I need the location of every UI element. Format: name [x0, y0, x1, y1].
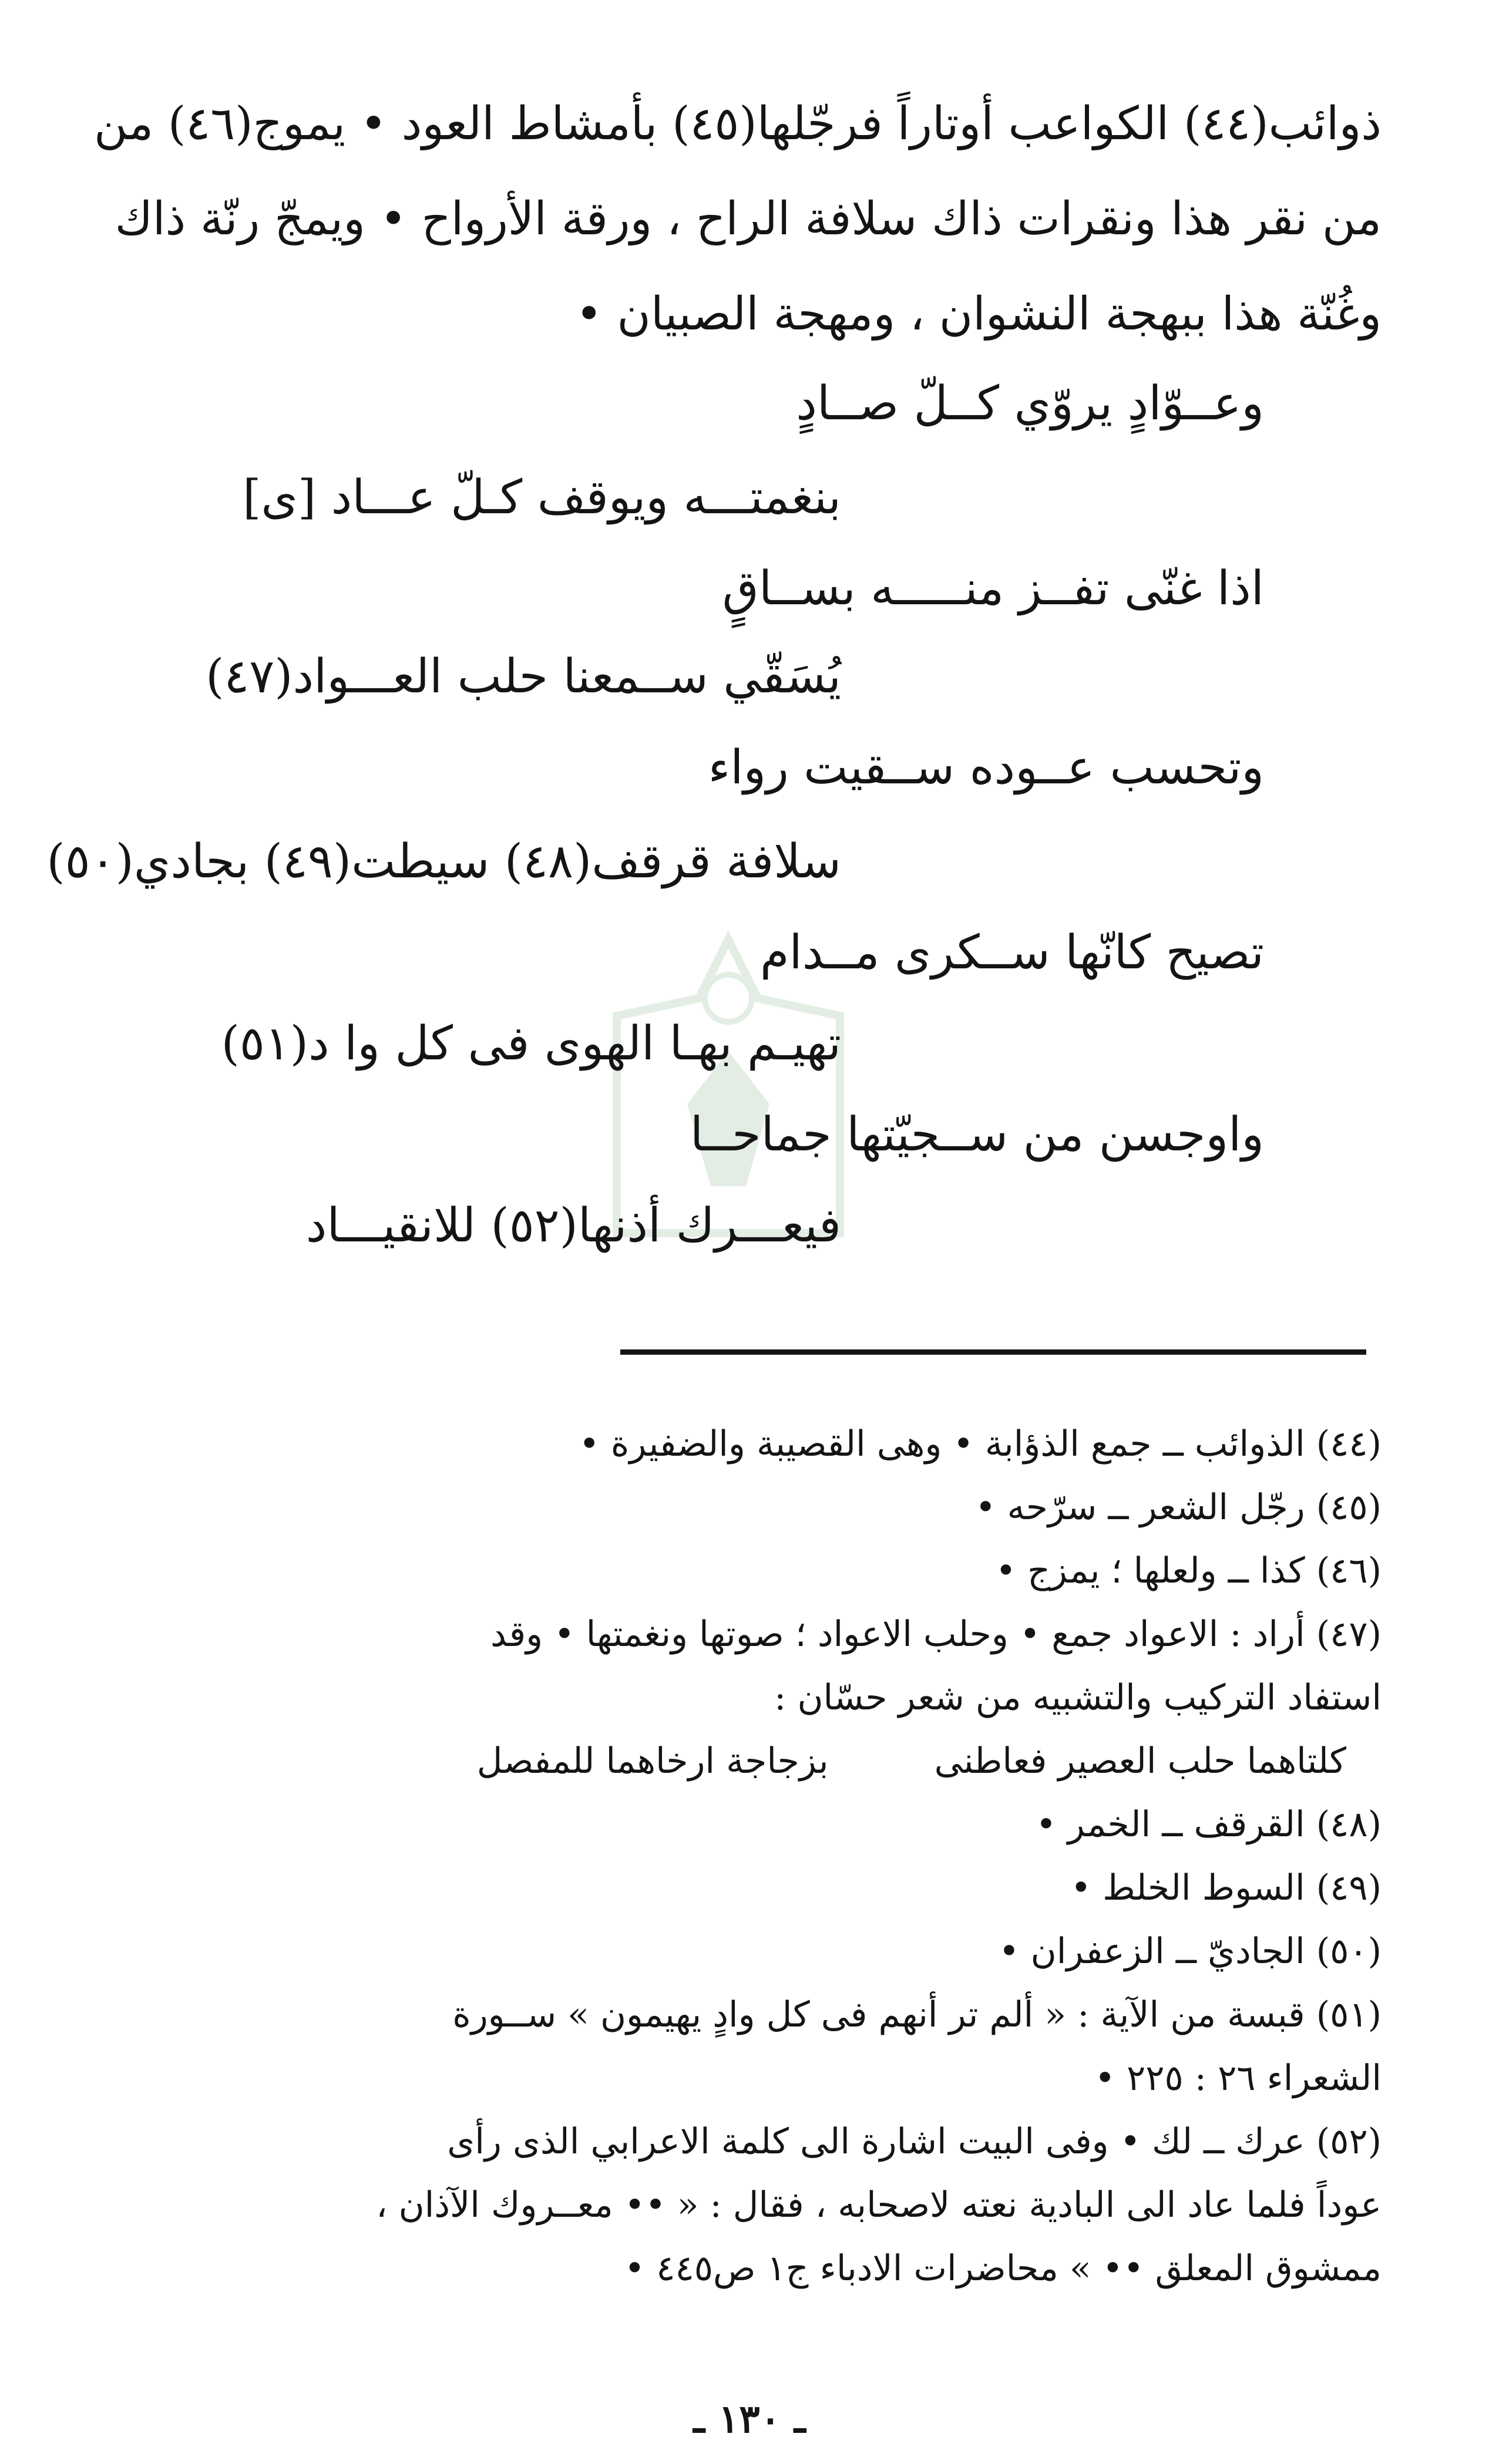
- prose-line-2: من نقر هذا ونقرات ذاك سلافة الراح ، ورقة الأرواح • ويمجّ رنّة ذاك: [115, 193, 1382, 245]
- footnote-52-continued-1: عوداً فلما عاد الى البادية نعته لاصحابه ، فقال : « •• معــروك الآذان ،: [376, 2184, 1382, 2226]
- verse-line-10: فيعـــرك أذنها(٥٢) للانقيـــاد: [305, 1198, 841, 1253]
- footnotes: [100, 1412, 1382, 2300]
- footnote-47: (٤٧) أراد : الاعواد جمع • وحلب الاعواد ؛ صوتها ونغمتها • وقد: [490, 1614, 1382, 1655]
- prose-line-1: ذوائب(٤٤) الكواعب أوتاراً فرجّلها(٤٥) بأمشاط العود • يموج(٤٦) من: [93, 97, 1382, 150]
- verse-line-8: تهيـم بهـا الهوى فى كل وا د(٥١): [221, 1016, 841, 1071]
- verse-line-4: يُسَقّي ســمعنا حلب العـــواد(٤٧): [206, 649, 841, 703]
- footnote-44: (٤٤) الذوائب ــ جمع الذؤابة • وهى القصيبة والضفيرة •: [579, 1423, 1382, 1465]
- footnote-51-continued: الشعراء ٢٦ : ٢٢٥ •: [1094, 2058, 1382, 2099]
- footnote-48: (٤٨) القرقف ــ الخمر •: [1036, 1804, 1382, 1845]
- footnote-50: (٥٠) الجاديّ ــ الزعفران •: [999, 1931, 1382, 1972]
- footnote-52-continued-2: ممشوق المعلق •• » محاضرات الادباء ج١ ص٤٤٥ •: [624, 2248, 1382, 2289]
- footnote-47-continued: استفاد التركيب والتشبيه من شعر حسّان :: [774, 1677, 1382, 1718]
- verse-line-5: وتحسب عــوده ســقيت رواء: [708, 740, 1264, 795]
- verse-line-1: وعــوّادٍ يروّي كــلّ صــادٍ: [796, 376, 1264, 430]
- verse-line-3: اذا غنّى تفــز منـــــه بســاقٍ: [722, 561, 1264, 615]
- footnote-divider: [620, 1349, 1366, 1355]
- prose-line-3: وغُنّة هذا ببهجة النشوان ، ومهجة الصبيان •: [575, 288, 1382, 341]
- verse-line-7: تصيح كانّها ســكرى مــدام: [759, 925, 1264, 979]
- prose-paragraph: [94, 76, 1382, 362]
- verse-line-6: سلافة قرقف(٤٨) سيطت(٤٩) بجادي(٥٠): [46, 834, 841, 888]
- cited-verse-second-hemistich: بزجاجة ارخاهما للمفصل: [476, 1741, 829, 1782]
- verse-line-9: واوجسن من ســجيّتها جماحــا: [690, 1107, 1264, 1162]
- verse-line-2: بنغمتـــه ويوقف كـلّ عـــاد [ى]: [243, 470, 841, 524]
- footnote-49: (٤٩) السوط الخلط •: [1070, 1867, 1382, 1908]
- page-number: ـ ١٣٠ ـ: [693, 2396, 806, 2442]
- footnote-52: (٥٢) عرك ــ لك • وفى البيت اشارة الى كلمة الاعرابي الذى رأى: [447, 2121, 1382, 2162]
- footnote-45: (٤٥) رجّل الشعر ــ سرّحه •: [975, 1487, 1382, 1528]
- footnote-51: (٥١) قبسة من الآية : « ألم تر أنهم فى كل وادٍ يهيمون » ســورة: [452, 1994, 1382, 2035]
- cited-verse-first-hemistich: كلتاهما حلب العصير فعاطنى: [934, 1741, 1346, 1782]
- cited-verse: [100, 1729, 1346, 1793]
- footnote-46: (٤٦) كذا ــ ولعلها ؛ يمزج •: [995, 1550, 1382, 1591]
